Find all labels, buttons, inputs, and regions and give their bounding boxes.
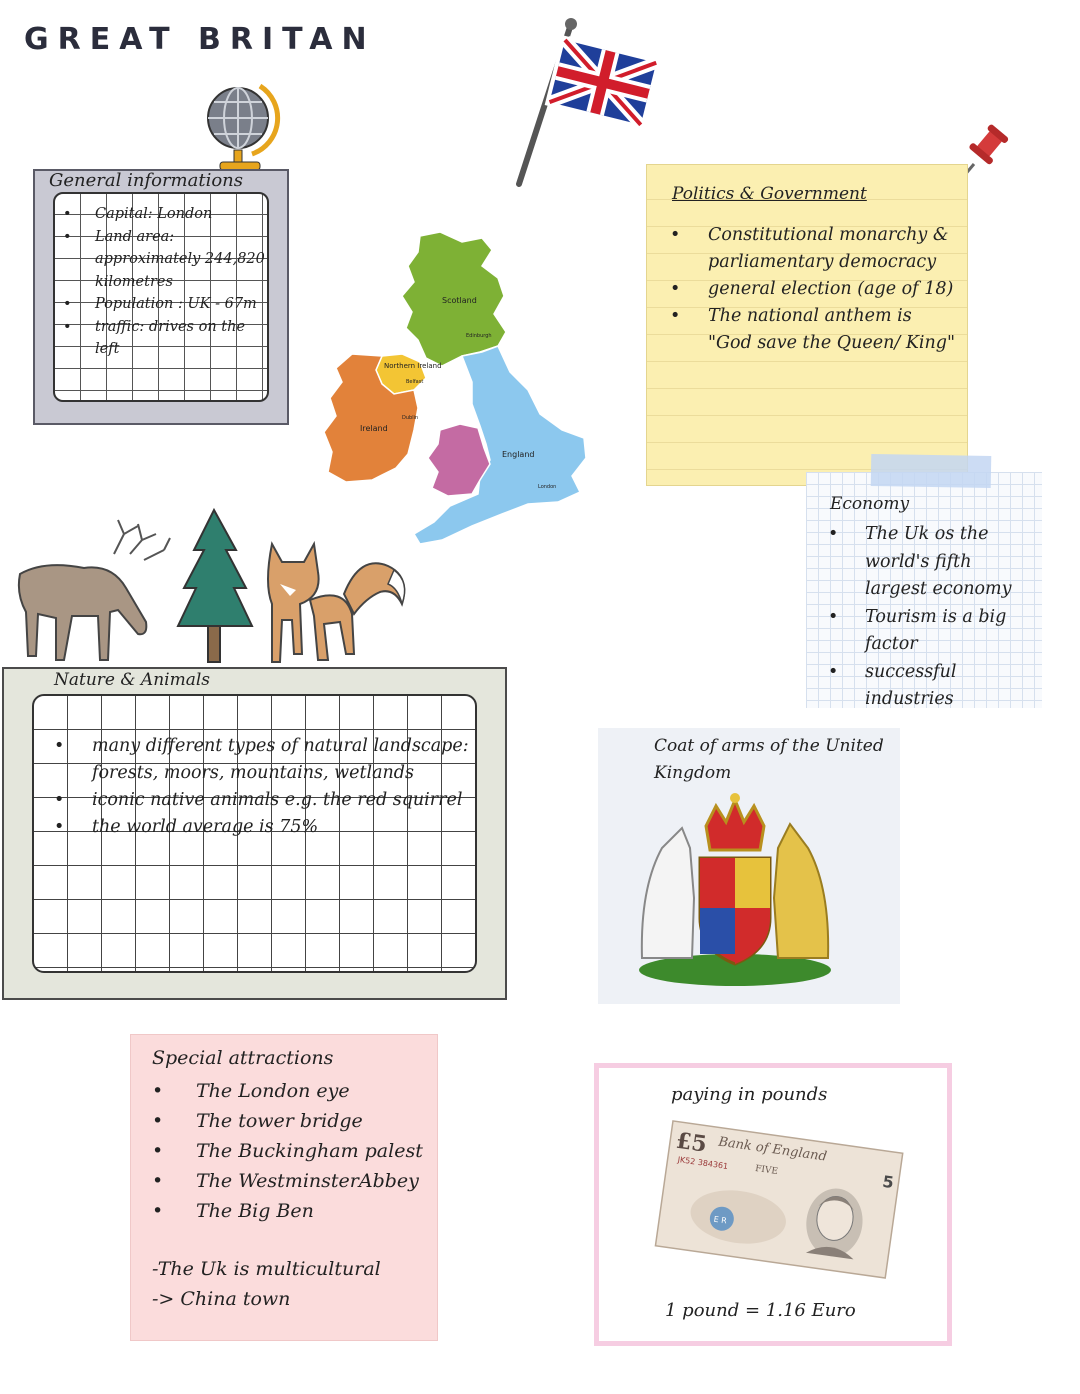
note-monogram: E R [713, 1214, 728, 1226]
attractions-note-multicultural: -The Uk is multicultural [152, 1258, 381, 1280]
list-item: • Population : UK - 67m [60, 293, 266, 316]
politics-list [668, 222, 958, 357]
deer-icon [19, 520, 170, 660]
economy-title: Economy [830, 494, 910, 514]
page-title: GREAT BRITAN [24, 22, 376, 57]
map-label-ireland: Ireland [360, 424, 388, 433]
coat-of-arms-title: Coat of arms of the United Kingdom [654, 736, 884, 783]
list-item: • the world average is 75% [52, 814, 472, 841]
note-value: £5 [674, 1127, 709, 1158]
map-label-england: England [502, 450, 535, 459]
map-label-london: London [538, 484, 557, 490]
attractions-note-china-town: -> China town [152, 1288, 291, 1310]
note-word: FIVE [754, 1163, 779, 1177]
list-item: • general election (age of 18) [668, 276, 958, 303]
pine-tree-icon [178, 510, 252, 662]
note-serial: JK52 384361 [677, 1155, 729, 1172]
general-info-title: General informations [49, 170, 244, 191]
list-item: • Constitutional monarchy & parliamentary democracy [668, 222, 958, 276]
list-item: • The London eye [150, 1076, 440, 1106]
list-item: • The national anthem is "God save the Queen/ King" [668, 303, 958, 357]
list-item: • The tower bridge [150, 1106, 440, 1136]
pounds-title: paying in pounds [671, 1084, 828, 1105]
five-pound-note [640, 1112, 910, 1302]
map-label-scotland: Scotland [442, 296, 477, 305]
nature-list [52, 733, 472, 841]
coat-of-arms-icon [632, 788, 838, 988]
globe-icon [200, 78, 282, 174]
note-number: 5 [881, 1171, 895, 1193]
pounds-exchange-rate: 1 pound = 1.16 Euro [665, 1300, 856, 1321]
list-item: • iconic native animals e.g. the red squirrel [52, 787, 472, 814]
economy-list [824, 521, 1038, 714]
map-label-northern-ireland: Northern Ireland [384, 362, 442, 370]
list-item: • The Big Ben [150, 1196, 440, 1226]
note-bank: Bank of England [717, 1134, 828, 1165]
general-info-list [60, 203, 266, 361]
list-item: • The Uk os the world's fifth largest economy [824, 521, 1038, 604]
attractions-title: Special attractions [152, 1047, 334, 1069]
map-label-dublin: Dublin [402, 415, 419, 421]
politics-title: Politics & Government [672, 184, 867, 204]
list-item: • The Buckingham palest [150, 1136, 440, 1166]
map-label-belfast: Belfast [406, 379, 424, 385]
fox-icon [268, 544, 405, 662]
list-item: • successful industries [824, 659, 1038, 714]
list-item: • Tourism is a big factor [824, 604, 1038, 659]
tape-strip [871, 454, 992, 488]
list-item: • Land area: approximately 244,820 kilometres [60, 226, 266, 294]
map-label-edinburgh: Edinburgh [466, 333, 492, 339]
list-item: • many different types of natural landscape: forests, moors, mountains, wetlands [52, 733, 472, 787]
nature-title: Nature & Animals [54, 670, 210, 690]
list-item: • The WestminsterAbbey [150, 1166, 440, 1196]
list-item: • traffic: drives on the left [60, 316, 266, 361]
animals-illustration [14, 504, 414, 668]
list-item: • Capital: London [60, 203, 266, 226]
attractions-list [150, 1076, 440, 1226]
